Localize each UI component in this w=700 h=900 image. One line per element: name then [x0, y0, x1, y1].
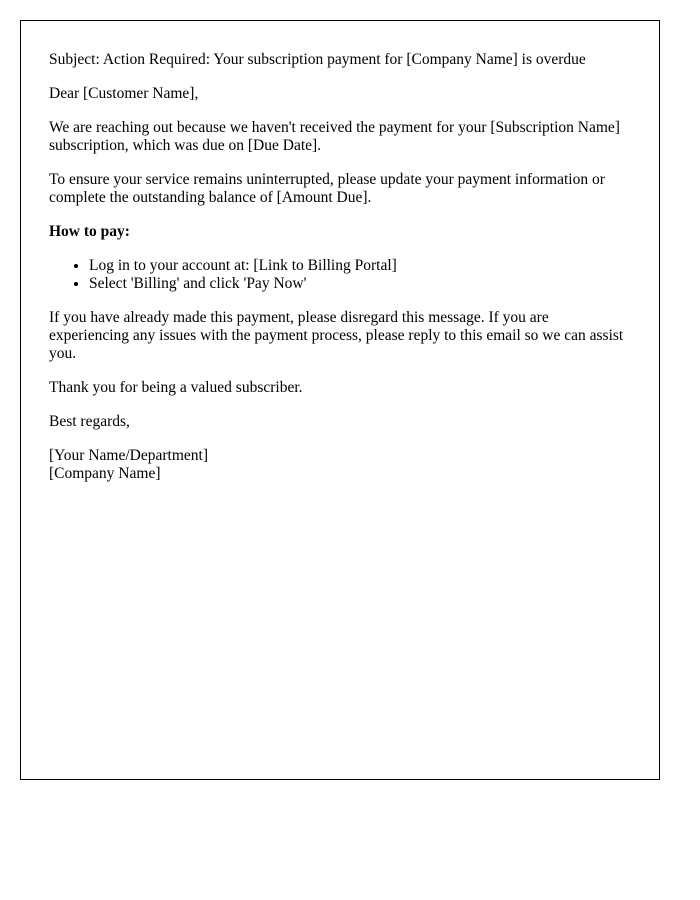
email-letter-frame [20, 20, 660, 780]
signature-name: [Your Name/Department] [49, 447, 208, 464]
how-to-pay-heading: How to pay: [49, 223, 130, 240]
payment-step-select-billing: • Select 'Billing' and click 'Pay Now' [89, 275, 631, 293]
email-thanks: Thank you for being a valued subscriber. [49, 379, 303, 396]
payment-steps-list [49, 257, 631, 293]
email-paragraph-overdue-notice: We are reaching out because we haven't received the payment for your [Subscription Name] subscription, which was due on [Due Date]. [49, 119, 620, 154]
email-signature [49, 447, 631, 483]
email-greeting: Dear [Customer Name], [49, 85, 199, 102]
payment-step-login: • Log in to your account at: [Link to Billing Portal] [89, 257, 631, 275]
email-closing: Best regards, [49, 413, 130, 430]
email-paragraph-update-payment: To ensure your service remains uninterrupted, please update your payment information or complete the outstanding balance of [Amount Due]. [49, 171, 605, 206]
signature-company: [Company Name] [49, 465, 161, 482]
email-subject: Subject: Action Required: Your subscription payment for [Company Name] is overdue [49, 51, 586, 68]
email-paragraph-disregard: If you have already made this payment, please disregard this message. If you are experiencing any issues with the payment process, please reply to this email so we can assist you. [49, 309, 624, 362]
